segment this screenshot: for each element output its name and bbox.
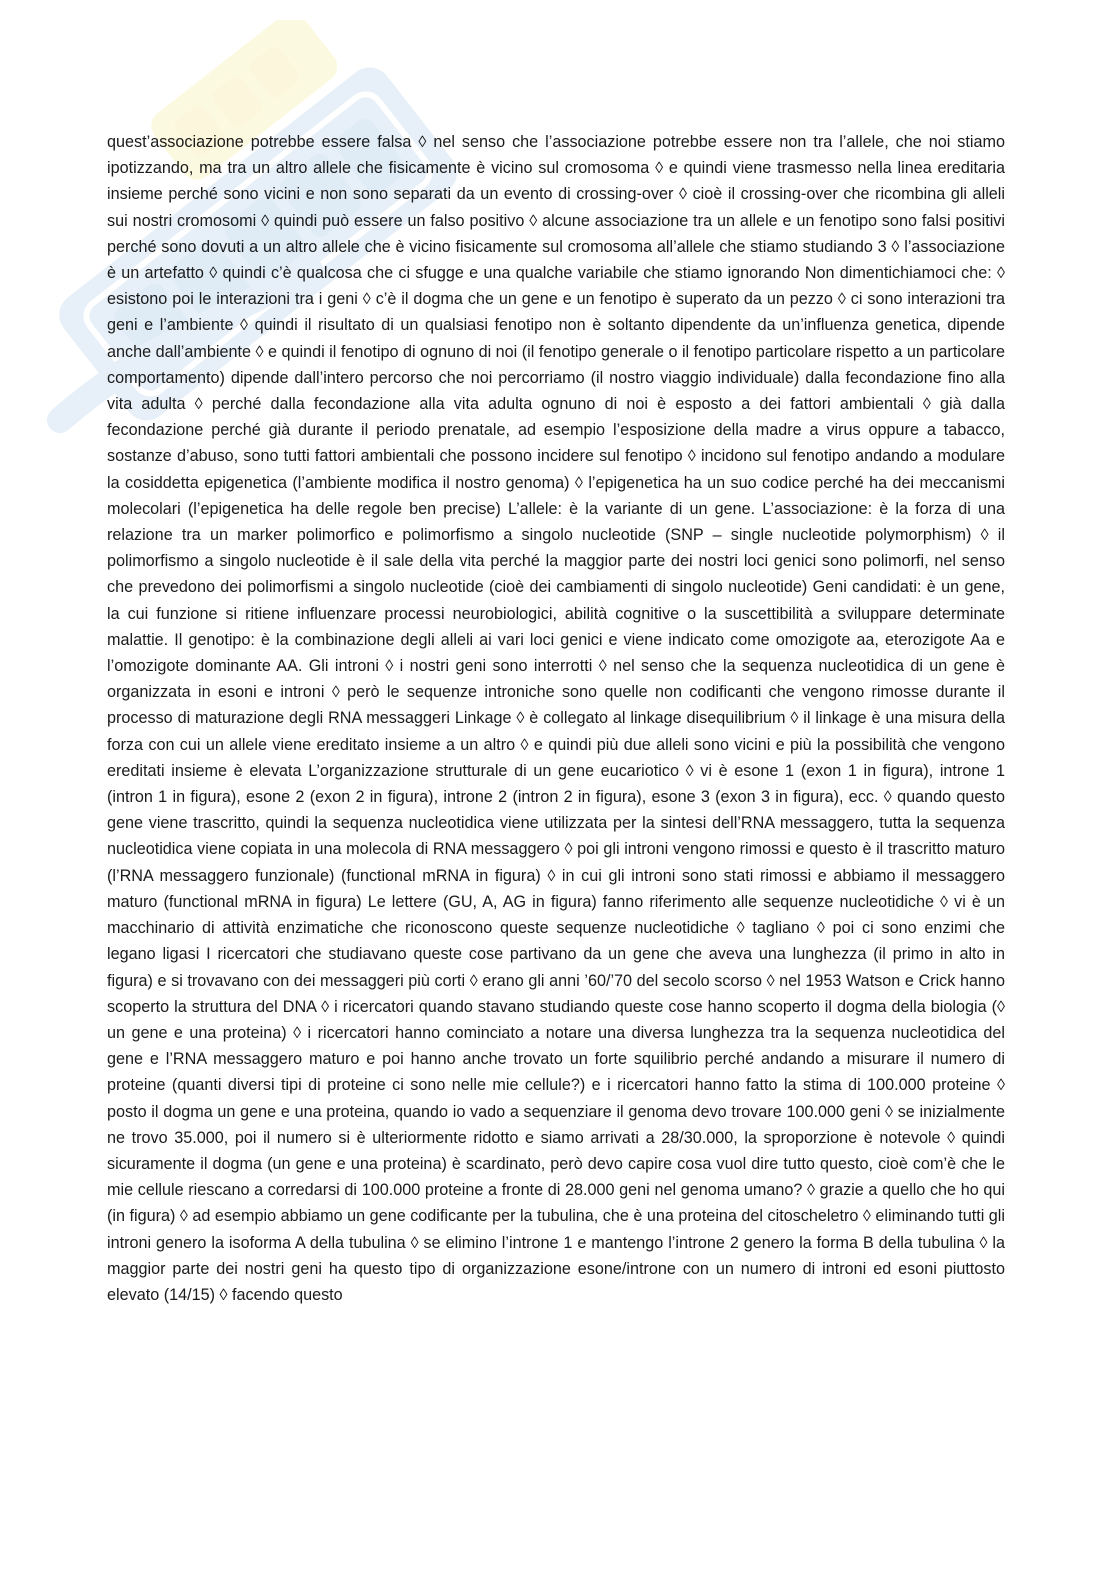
- body-text: quest’associazione potrebbe essere falsa ◊ nel senso che l’associazione potrebbe essere non tra l’allele, che noi stiamo ipotizzando, ma tra un altro allele che fisicamente è vicino sul cromosoma ◊ e quindi viene trasmesso nella linea ereditaria insieme perché sono vicini e non sono separati da un evento di crossing-over ◊ cioè il crossing-over che ricombina gli alleli sui nostri cromosomi ◊ quindi può essere un falso positivo ◊ alcune associazione tra un allele e un fenotipo sono falsi positivi perché sono dovuti a un altro allele che è vicino fisicamente sul cromosoma all’allele che stiamo studiando 3 ◊ l’associazione è un artefatto ◊ quindi c’è qualcosa che ci sfugge e una qualche variabile che stiamo ignorando Non dimentichiamoci che: ◊ esistono poi le interazioni tra i geni ◊ c’è il dogma che un gene e un fenotipo è superato da un pezzo ◊ ci sono interazioni tra geni e l’ambiente ◊ quindi il risultato di un qualsiasi fenotipo non è soltanto dipendente da un’influenza genetica, dipende anche dall’ambiente ◊ e quindi il fenotipo di ognuno di noi (il fenotipo generale o il fenotipo particolare rispetto a un particolare comportamento) dipende dall’intero percorso che noi percorriamo (il nostro viaggio individuale) dalla fecondazione fino alla vita adulta ◊ perché dalla fecondazione alla vita adulta ognuno di noi è esposto a dei fattori ambientali ◊ già dalla fecondazione perché già durante il periodo prenatale, ad esempio l’esposizione della madre a virus oppure a tabacco, sostanze d’abuso, sono tutti fattori ambientali che possono incidere sul fenotipo ◊ incidono sul fenotipo andando a modulare la cosiddetta epigenetica (l’ambiente modifica il nostro genoma) ◊ l’epigenetica ha un suo codice perché ha dei meccanismi molecolari (l’epigenetica ha delle regole ben precise) L’allele: è la variante di un gene. L’associazione: è la forza di una relazione tra un marker polimorfico e polimorfismo a singolo nucleotide (SNP – single nucleotide polymorphism) ◊ il polimorfismo a singolo nucleotide è il sale della vita perché la maggior parte dei nostri loci genici sono polimorfi, nel senso che prevedono dei polimorfismi a singolo nucleotide (cioè dei cambiamenti di singolo nucleotide) Geni candidati: è un gene, la cui funzione si ritiene influenzare processi neurobiologici, abilità cognitive o la suscettibilità a sviluppare determinate malattie. Il genotipo: è la combinazione degli alleli ai vari loci genici e viene indicato come omozigote aa, eterozigote Aa e l’omozigote dominante AA. Gli introni ◊ i nostri geni sono interrotti ◊ nel senso che la sequenza nucleotidica di un gene è organizzata in esoni e introni ◊ però le sequenze introniche sono quelle non codificanti che vengono rimosse durante il processo di maturazione degli RNA messaggeri Linkage ◊ è collegato al linkage disequilibrium ◊ il linkage è una misura della forza con cui un allele viene ereditato insieme a un altro ◊ e quindi più due alleli sono vicini e più la possibilità che vengono ereditati insieme è elevata L’organizzazione strutturale di un gene eucariotico ◊ vi è esone 1 (exon 1 in figura), introne 1 (intron 1 in figura), esone 2 (exon 2 in figura), introne 2 (intron 2 in figura), esone 3 (exon 3 in figura), ecc. ◊ quando questo gene viene trascritto, quindi la sequenza nucleotidica viene utilizzata per la sintesi dell’RNA messaggero, tutta la sequenza nucleotidica viene copiata in una molecola di RNA messaggero ◊ poi gli introni vengono rimossi e questo è il trascritto maturo (l’RNA messaggero funzionale) (functional mRNA in figura) ◊ in cui gli introni sono stati rimossi e abbiamo il messaggero maturo (functional mRNA in figura) Le lettere (GU, A, AG in figura) fanno riferimento alle sequenze nucleotidiche ◊ vi è un macchinario di attività enzimatiche che riconoscono queste sequenze nucleotidiche ◊ tagliano ◊ poi ci sono enzimi che legano ligasi I ricercatori che studiavano queste cose partivano da un gene che aveva una lunghezza (il primo in alto in figura) e si trovavano con dei messaggeri più corti ◊ erano gli anni ’60/’70 del secolo scorso ◊ nel 1953 Watson e Crick hanno scoperto la struttura del DNA ◊ i ricercatori quando stavano studiando queste cose hanno scoperto il dogma della biologia (◊ un gene e una proteina) ◊ i ricercatori hanno cominciato a notare una diversa lunghezza tra la sequenza nucleotidica del gene e l’RNA messaggero maturo e poi hanno anche trovato un forte squilibrio perché andando a misurare il numero di proteine (quanti diversi tipi di proteine ci sono nelle mie cellule?) e i ricercatori hanno fatto la stima di 100.000 proteine ◊ posto il dogma un gene e una proteina, quando io vado a sequenziare il genoma devo trovare 100.000 geni ◊ se inizialmente ne trovo 35.000, poi il numero si è ulteriormente ridotto e siamo arrivati a 28/30.000, la sproporzione è notevole ◊ quindi sicuramente il dogma (un gene e una proteina) è scardinato, però devo capire cosa vuol dire tutto questo, cioè com’è che le mie cellule riescano a corredarsi di 100.000 proteine a fronte di 28.000 geni nel genoma umano? ◊ grazie a quello che ho qui (in figura) ◊ ad esempio abbiamo un gene codificante per la tubulina, che è una proteina del citoscheletro ◊ eliminando tutti gli introni genero la isoforma A della tubulina ◊ se elimino l’introne 1 e mantengo l’introne 2 genero la forma B della tubulina ◊ la maggior parte dei nostri geni ha questo tipo di organizzazione esone/introne con un numero di introni ed esoni piuttosto elevato (14/15) ◊ facendo questo: [107, 133, 1005, 1304]
